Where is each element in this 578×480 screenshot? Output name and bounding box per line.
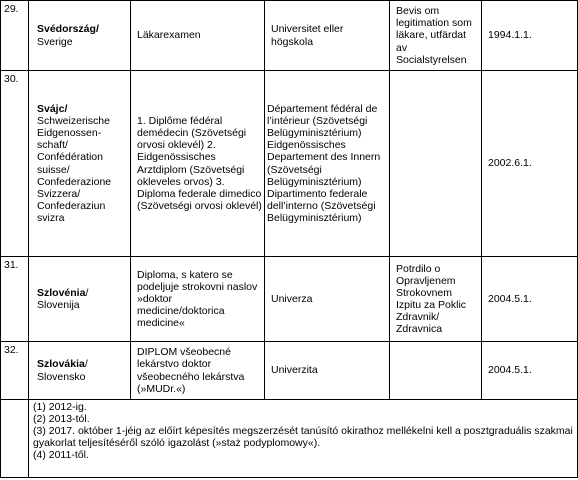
- certificate-cell: Potrdilo o Opravljenem Strokovnem Izpitu za Poklic Zdravnik/ Zdravnica: [390, 257, 482, 342]
- country-cell: [29, 342, 131, 400]
- footnotes-empty-cell: [1, 400, 29, 478]
- footnote: (1) 2012-ig.: [33, 401, 87, 413]
- row-number: 32.: [1, 342, 29, 400]
- footnote: (4) 2011-től.: [33, 449, 89, 462]
- footnote: (2) 2013-tól.: [33, 413, 90, 426]
- certificate-cell: Bevis om legitimation som läkare, utfärdat av Socialstyrelsen: [390, 1, 482, 71]
- diploma-cell: DIPLOM všeobecné lekárstvo doktor všeobecného lekárstva (»MUDr.«): [131, 342, 265, 400]
- country-name-local: / Slovenija: [37, 286, 89, 311]
- row-number: 29.: [1, 1, 29, 71]
- authority-cell: Univerza: [265, 257, 390, 342]
- table-row: [1, 342, 578, 400]
- authority-cell: Univerzita: [265, 342, 390, 400]
- date-cell: 2004.5.1.: [482, 257, 578, 342]
- country-name-hu: Svédország/: [37, 23, 99, 36]
- country-name-hu: Szlovénia: [37, 286, 86, 299]
- footnote: (3) 2017. október 1-jéig az előírt képesítés megszerzését tanúsító okirathoz mellékelni kell a posztgraduális szakmai gyakorlat teljesítéséről szóló igazolást (»staż podyplomowy«).: [33, 425, 573, 450]
- country-name-local: / Slovensko: [37, 358, 88, 383]
- row-number: 30.: [1, 71, 29, 257]
- table-row: [1, 71, 578, 257]
- date-cell: 1994.1.1.: [482, 1, 578, 71]
- country-name-hu: Svájc/: [37, 103, 68, 116]
- date-cell: 2002.6.1.: [482, 71, 578, 257]
- diploma-cell: 1. Diplôme fédéral demédecin (Szövetségi orvosi oklevél) 2. Eidgenössisches Arztdiplom (Szövetségi okleveles orvos) 3. Diploma federale dimedico (Szövetségi orvosi oklevél): [131, 71, 265, 257]
- row-number: 31.: [1, 257, 29, 342]
- country-name-local: Sverige: [37, 35, 73, 48]
- certificate-cell: [390, 71, 482, 257]
- table-row: [1, 1, 578, 71]
- footnotes-cell: [29, 400, 578, 478]
- table-row: [1, 257, 578, 342]
- diploma-cell: Diploma, s katero se podeljuje strokovni naslov »doktor medicine/doktorica medicine«: [131, 257, 265, 342]
- authority-cell: Département fédéral de l’intérieur (Szövetségi Belügyminisztérium) Eidgenössisches Departement des Innern (Szövetségi Belügyminisztérium) Dipartimento federale dell’interno (Szövetségi Belügyminisztérium): [265, 71, 390, 257]
- diploma-cell: Läkarexamen: [131, 1, 265, 71]
- authority-cell: Universitet eller högskola: [265, 1, 390, 71]
- country-name-local: Schweizerische Eidgenossen-schaft/ Confédération suisse/ Confederazione Svizzera/ Confederaziun svizra: [37, 115, 112, 224]
- country-cell: [29, 71, 131, 257]
- date-cell: 2004.5.1.: [482, 342, 578, 400]
- country-name-hu: Szlovákia: [37, 358, 85, 371]
- certificate-cell: [390, 342, 482, 400]
- country-cell: [29, 1, 131, 71]
- country-cell: [29, 257, 131, 342]
- footnotes-row: [1, 400, 578, 478]
